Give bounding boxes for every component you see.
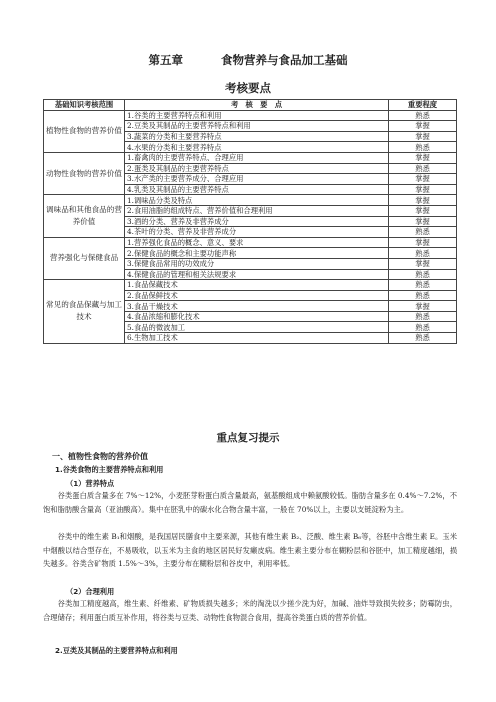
chapter-heading <box>0 52 496 68</box>
header-points: 考 核 要 点 <box>125 100 389 111</box>
category-cell: 动物性食物的营养价值 <box>44 152 125 194</box>
point-cell: 3.保健食品常用的功效成分 <box>125 258 389 269</box>
section-heading: 一、植物性食物的营养价值 <box>52 452 148 461</box>
point-cell: 4.保健食品的管理和相关法规要求 <box>125 269 389 280</box>
header-scope: 基础知识考核范围 <box>44 100 125 111</box>
degree-cell: 掌握 <box>389 237 457 248</box>
degree-cell: 掌握 <box>389 184 457 195</box>
degree-cell: 熟悉 <box>389 110 457 121</box>
point-cell: 4.茶叶的分类、营养及非营养成分 <box>125 227 389 238</box>
point-cell: 5.食品的微波加工 <box>125 322 389 333</box>
paragraph: 谷类加工精度越高，维生素、纤维素、矿物质损失越多；米的淘洗以少搓少洗为好，加碱、油炸导致损失较多；防霉防虫，合理储存；利用蛋白质互补作用，将谷类与豆类、动物性食物混合食用，提高谷类蛋白质的营养价值。 <box>43 599 457 622</box>
point-cell: 2.食用油脂的组成特点、营养价值和合理利用 <box>125 205 389 216</box>
degree-cell: 掌握 <box>389 174 457 185</box>
point-cell: 3.食品干燥技术 <box>125 301 389 312</box>
point-cell: 1.营养强化食品的概念、意义、要求 <box>125 237 389 248</box>
category-cell: 营养强化与保健食品 <box>44 237 125 279</box>
degree-cell: 熟悉 <box>389 290 457 301</box>
point-cell: 1.调味品分类及特点 <box>125 195 389 206</box>
degree-cell: 熟悉 <box>389 280 457 291</box>
point-cell: 4.乳类及其制品的主要营养特点 <box>125 184 389 195</box>
category-cell: 植物性食物的营养价值 <box>44 110 125 152</box>
point-cell: 3.酒的分类、营养及非营养成分 <box>125 216 389 227</box>
point-cell: 3.蔬菜的分类和主要营养特点 <box>125 131 389 142</box>
chapter-title: 食物营养与食品加工基础 <box>221 53 348 67</box>
point-cell: 2.蛋类及其制品的主要营养特点 <box>125 163 389 174</box>
category-cell: 调味品和其他食品的营养价值 <box>44 195 125 237</box>
point-cell: 1.谷类的主要营养特点和利用 <box>125 110 389 121</box>
table-row <box>44 280 457 291</box>
degree-cell: 熟悉 <box>389 322 457 333</box>
table-row <box>44 152 457 163</box>
degree-cell: 掌握 <box>389 131 457 142</box>
degree-cell: 熟悉 <box>389 269 457 280</box>
header-importance: 重要程度 <box>389 100 457 111</box>
point-cell: 1.畜禽肉的主要营养特点、合理应用 <box>125 152 389 163</box>
review-title: 重点复习提示 <box>216 432 280 444</box>
degree-cell: 熟悉 <box>389 333 457 344</box>
point-cell: 2.保健食品的概念和主要功能声称 <box>125 248 389 259</box>
degree-cell: 熟悉 <box>389 311 457 322</box>
degree-cell: 掌握 <box>389 205 457 216</box>
category-cell: 常见的食品保藏与加工技术 <box>44 280 125 344</box>
point-cell: 3.水产类的主要营养成分、合理应用 <box>125 174 389 185</box>
degree-cell: 熟悉 <box>389 163 457 174</box>
degree-cell: 掌握 <box>389 216 457 227</box>
degree-cell: 掌握 <box>389 195 457 206</box>
table-row <box>44 237 457 248</box>
chapter-number: 第五章 <box>148 53 183 67</box>
table-header-row <box>44 100 457 111</box>
point-cell: 2.豆类及其制品的主要营养特点和利用 <box>125 121 389 132</box>
table-row <box>44 195 457 206</box>
paragraph: 谷类蛋白质含量多在 7%～12%，小麦胚芽粉蛋白质含量最高，氨基酸组成中赖氨酸较低。脂肪含量多在 0.4%～7.2%，不饱和脂肪酸含量高（亚油酸高）。集中在胚乳中的碳水化合物含量丰富，一般在 70%以上，主要以支链淀粉为主。 <box>43 491 457 514</box>
point-cell: 4.食品浓缩和膨化技术 <box>125 311 389 322</box>
point-cell: 2.食品保鲜技术 <box>125 290 389 301</box>
item-heading: （2）合理利用 <box>66 587 115 596</box>
degree-cell: 掌握 <box>389 152 457 163</box>
assessment-table <box>43 99 457 344</box>
degree-cell: 掌握 <box>389 258 457 269</box>
subsection-heading: 1.谷类食物的主要营养特点和利用 <box>55 465 164 474</box>
degree-cell: 熟悉 <box>389 227 457 238</box>
degree-cell: 掌握 <box>389 121 457 132</box>
degree-cell: 熟悉 <box>389 248 457 259</box>
section-subtitle: 考核要点 <box>225 81 271 95</box>
item-heading: （1）营养特点 <box>66 479 115 488</box>
point-cell: 4.水果的分类和主要营养特点 <box>125 142 389 153</box>
point-cell: 6.生物加工技术 <box>125 333 389 344</box>
degree-cell: 熟悉 <box>389 142 457 153</box>
table-row <box>44 110 457 121</box>
degree-cell: 掌握 <box>389 301 457 312</box>
point-cell: 1.食品保藏技术 <box>125 280 389 291</box>
paragraph: 谷类中的维生素 B₁和烟酸，是我国居民膳食中主要来源，其他有维生素 B₂、泛酸、维生素 B₆等，谷胚中含维生素 E。玉米中烟酸以结合型存在，不易吸收，以玉米为主食的地区居民好发癞皮病。维生素主要分布在糊粉层和谷胚中，加工精度越细，损失越多。谷类含矿物质 1.5%～3%，主要分布在糊粉层和谷皮中，利用率低。 <box>43 532 457 569</box>
subsection-heading: 2.豆类及其制品的主要营养特点和利用 <box>55 646 178 655</box>
